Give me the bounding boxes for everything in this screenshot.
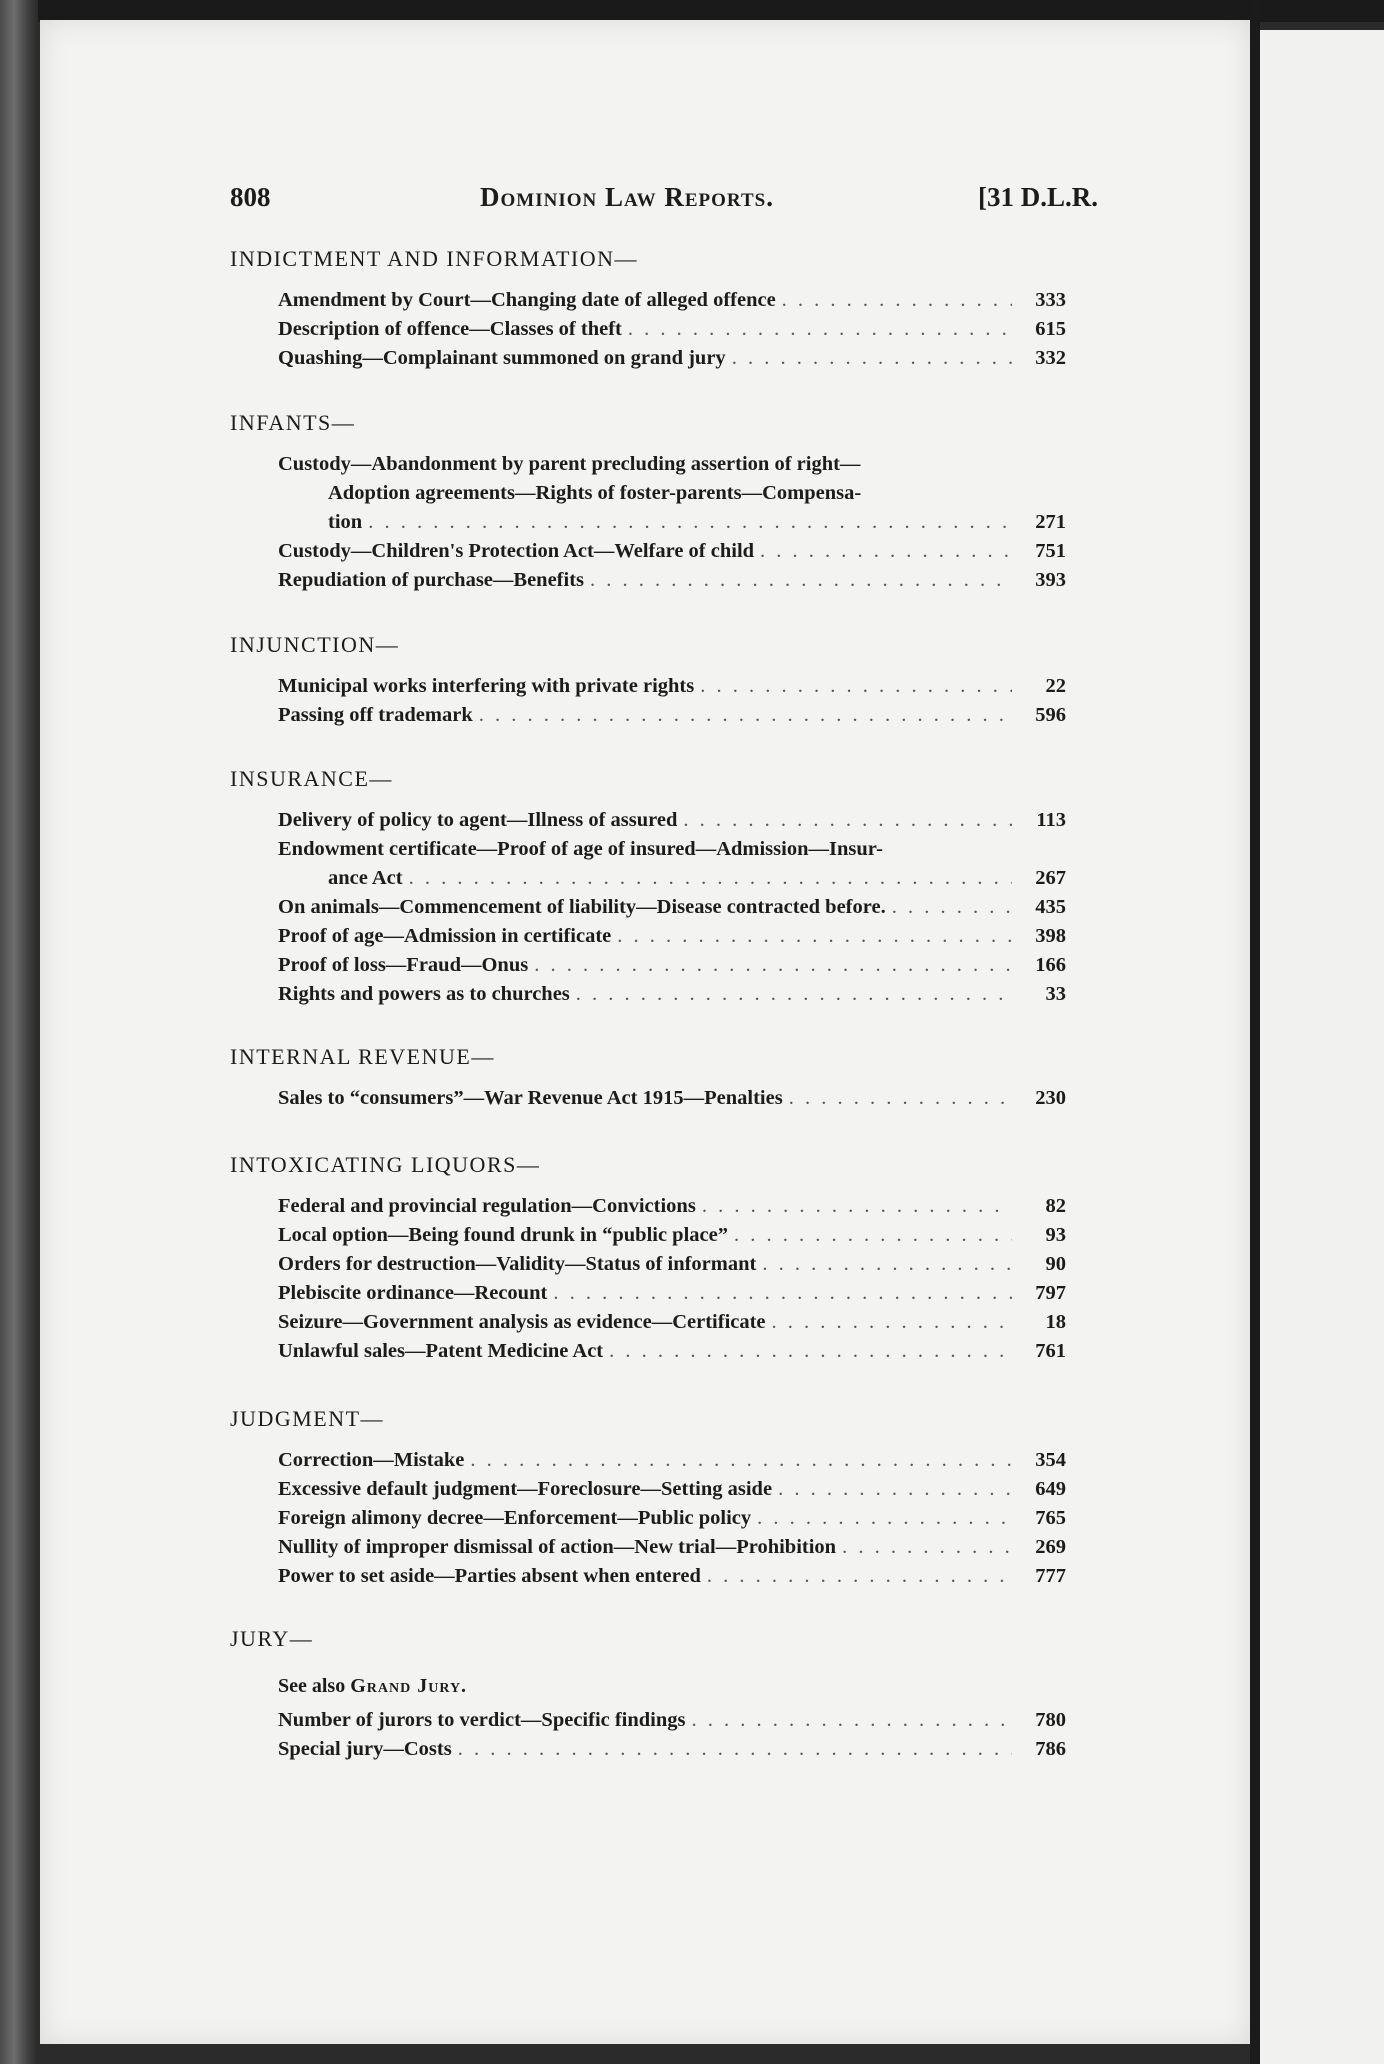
page-reference[interactable]: 113 [1036, 809, 1066, 831]
entry-text: Proof of loss—Fraud—Onus [278, 954, 529, 976]
section-spacer [170, 276, 1070, 286]
dot-leader [789, 1084, 1012, 1113]
page-number: 808 [230, 182, 271, 212]
section-spacer [170, 1656, 1070, 1666]
index-entry[interactable] [278, 806, 1066, 835]
entry-line [278, 479, 1066, 508]
index-entry[interactable] [278, 835, 1066, 893]
entry-text: Delivery of policy to agent—Illness of assured [278, 809, 678, 831]
page-reference[interactable]: 22 [1045, 675, 1066, 697]
section-heading: INTOXICATING LIQUORS— [230, 1152, 541, 1177]
entry-line [278, 835, 1066, 864]
dot-leader [700, 672, 1012, 701]
see-also-note [278, 1666, 1070, 1706]
section-heading: JUDGMENT— [230, 1406, 385, 1431]
page-reference[interactable]: 90 [1045, 1253, 1066, 1275]
entry-text: Amendment by Court—Changing date of alleged offence [278, 289, 776, 311]
page-gutter [1250, 0, 1260, 2064]
entry-line [278, 980, 1066, 1009]
index-entry[interactable] [278, 1250, 1066, 1279]
dot-leader [892, 893, 1012, 922]
index-entry[interactable] [278, 537, 1066, 566]
entry-line [278, 1475, 1066, 1504]
index-entry[interactable] [278, 1084, 1066, 1113]
entry-line [278, 1533, 1066, 1562]
entry-line [278, 1192, 1066, 1221]
entry-line [278, 1504, 1066, 1533]
entry-line [278, 701, 1066, 730]
entry-text: Description of offence—Classes of theft [278, 318, 622, 340]
entry-line [278, 893, 1066, 922]
page-reference[interactable]: 93 [1045, 1224, 1066, 1246]
section-heading: INFANTS— [230, 410, 356, 435]
index-entry[interactable] [278, 1279, 1066, 1308]
entry-text: Proof of age—Admission in certificate [278, 925, 612, 947]
entry-text: Unlawful sales—Patent Medicine Act [278, 1340, 604, 1362]
index-section [170, 762, 1070, 1009]
page-reference[interactable]: 435 [1035, 896, 1066, 918]
section-heading: INTERNAL REVENUE— [230, 1044, 495, 1069]
entry-text: Adoption agreements—Rights of foster-parents—Compensa- [328, 482, 862, 504]
dot-leader [842, 1533, 1012, 1562]
entry-line [278, 1337, 1066, 1366]
entry-line [278, 315, 1066, 344]
page-reference[interactable]: 780 [1035, 1709, 1066, 1731]
page-reference[interactable]: 786 [1035, 1738, 1066, 1760]
index-entry[interactable] [278, 1221, 1066, 1250]
page-reference[interactable]: 777 [1035, 1565, 1066, 1587]
entry-text: Passing off trademark [278, 704, 473, 726]
entry-text: Nullity of improper dismissal of action—New trial—Prohibition [278, 1536, 837, 1558]
section-heading: JURY— [230, 1626, 314, 1651]
entry-text: Local option—Being found drunk in “public place” [278, 1224, 728, 1246]
entry-line [278, 951, 1066, 980]
entry-line [278, 806, 1066, 835]
index-section [170, 1148, 1070, 1366]
index-entry[interactable] [278, 922, 1066, 951]
entry-text: ance Act [328, 867, 403, 889]
dot-leader [409, 864, 1012, 893]
entry-text: Rights and powers as to churches [278, 983, 570, 1005]
page-reference[interactable]: 333 [1035, 289, 1066, 311]
entry-text: Correction—Mistake [278, 1449, 465, 1471]
index-entry[interactable] [278, 701, 1066, 730]
index-entry[interactable] [278, 672, 1066, 701]
dot-leader [760, 537, 1012, 566]
section-heading: INSURANCE— [230, 766, 393, 791]
see-also-reference[interactable]: Grand Jury. [350, 1675, 468, 1697]
entry-text: Excessive default judgment—Foreclosure—Setting aside [278, 1478, 773, 1500]
page-reference[interactable]: 765 [1035, 1507, 1066, 1529]
entry-text: tion [328, 511, 363, 533]
index-entry[interactable] [278, 980, 1066, 1009]
scan-border-left [0, 0, 38, 2064]
dot-leader [609, 1337, 1012, 1366]
page-reference[interactable]: 615 [1035, 318, 1066, 340]
index-entry[interactable] [278, 1337, 1066, 1366]
dot-leader [732, 344, 1012, 373]
dot-leader [617, 922, 1012, 951]
dot-leader [778, 1475, 1012, 1504]
dot-leader [692, 1706, 1012, 1735]
page-reference[interactable]: 649 [1035, 1478, 1066, 1500]
page-reference[interactable]: 354 [1035, 1449, 1066, 1471]
entry-line [278, 508, 1066, 537]
page-reference[interactable]: 18 [1045, 1311, 1066, 1333]
index-entry[interactable] [278, 1192, 1066, 1221]
section-heading: INDICTMENT AND INFORMATION— [230, 246, 638, 271]
page-reference[interactable]: 797 [1035, 1282, 1066, 1304]
running-header [170, 182, 1098, 222]
entry-text: Sales to “consumers”—War Revenue Act 1915—Penalties [278, 1087, 783, 1109]
section-heading: INJUNCTION— [230, 632, 400, 657]
index-entry[interactable] [278, 1735, 1066, 1764]
index-entry[interactable] [278, 1706, 1066, 1735]
entry-line [278, 1221, 1066, 1250]
entry-line [278, 344, 1066, 373]
entry-text: Seizure—Government analysis as evidence—Certificate [278, 1311, 766, 1333]
dot-leader [782, 286, 1012, 315]
entry-line [278, 566, 1066, 595]
dot-leader [590, 566, 1012, 595]
facing-page-edge [1260, 30, 1384, 2064]
entry-line [278, 1279, 1066, 1308]
entry-text: Plebiscite ordinance—Recount [278, 1282, 548, 1304]
index-section [170, 406, 1070, 595]
entry-line [278, 864, 1066, 893]
dot-leader [576, 980, 1012, 1009]
page-reference[interactable]: 596 [1035, 704, 1066, 726]
entry-text: Endowment certificate—Proof of age of insured—Admission—Insur- [278, 838, 883, 860]
entry-line [278, 450, 1066, 479]
entry-line [278, 922, 1066, 951]
running-title: Dominion Law Reports. [480, 182, 774, 212]
section-spacer [170, 796, 1070, 806]
index-entry[interactable] [278, 1533, 1066, 1562]
entry-line [278, 286, 1066, 315]
index-entry[interactable] [278, 566, 1066, 595]
entry-text: Power to set aside—Parties absent when entered [278, 1565, 701, 1587]
entry-line [278, 1084, 1066, 1113]
index-entry[interactable] [278, 951, 1066, 980]
index-entry[interactable] [278, 344, 1066, 373]
section-spacer [170, 1182, 1070, 1192]
volume-label: [31 D.L.R. [978, 182, 1098, 212]
index-entry[interactable] [278, 286, 1066, 315]
dot-leader [683, 806, 1012, 835]
dot-leader [368, 508, 1012, 537]
dot-leader [772, 1308, 1012, 1337]
page-reference[interactable]: 230 [1035, 1087, 1066, 1109]
entry-line [278, 1308, 1066, 1337]
page-reference[interactable]: 33 [1045, 983, 1066, 1005]
index-entry[interactable] [278, 1475, 1066, 1504]
entry-text: On animals—Commencement of liability—Disease contracted before. [278, 896, 886, 918]
entry-text: Custody—Children's Protection Act—Welfare of child [278, 540, 755, 562]
page-reference[interactable]: 751 [1035, 540, 1066, 562]
dot-leader [762, 1250, 1012, 1279]
index-entry[interactable] [278, 315, 1066, 344]
entry-line [278, 672, 1066, 701]
index-section [170, 242, 1070, 373]
entry-text: Federal and provincial regulation—Convictions [278, 1195, 696, 1217]
entry-line [278, 1446, 1066, 1475]
dot-leader [757, 1504, 1012, 1533]
page-reference[interactable]: 269 [1035, 1536, 1066, 1558]
entry-line [278, 1735, 1066, 1764]
dot-leader [734, 1221, 1012, 1250]
page-reference[interactable]: 166 [1035, 954, 1066, 976]
page-reference[interactable]: 393 [1035, 569, 1066, 591]
entry-text: Repudiation of purchase—Benefits [278, 569, 585, 591]
entry-text: Special jury—Costs [278, 1738, 452, 1760]
index-entry[interactable] [278, 1446, 1066, 1475]
entry-text: Foreign alimony decree—Enforcement—Public policy [278, 1507, 752, 1529]
index-entry[interactable] [278, 1562, 1066, 1591]
dot-leader [553, 1279, 1012, 1308]
entry-line [278, 1562, 1066, 1591]
dot-leader [458, 1735, 1012, 1764]
dot-leader [628, 315, 1012, 344]
entry-line [278, 537, 1066, 566]
scan-border-top [0, 0, 1384, 22]
entry-text: Municipal works interfering with private rights [278, 675, 695, 697]
see-also-prefix: See also [278, 1675, 346, 1697]
dot-leader [702, 1192, 1012, 1221]
index-entry[interactable] [278, 450, 1066, 537]
index-section [170, 1040, 1070, 1113]
dot-leader [707, 1562, 1012, 1591]
section-spacer [170, 1074, 1070, 1084]
section-spacer [170, 662, 1070, 672]
entry-text: Number of jurors to verdict—Specific findings [278, 1709, 686, 1731]
index-section [170, 628, 1070, 730]
dot-leader [534, 951, 1012, 980]
page-reference[interactable]: 332 [1035, 347, 1066, 369]
entry-line [278, 1250, 1066, 1279]
page-reference[interactable]: 761 [1035, 1340, 1066, 1362]
index-section [170, 1402, 1070, 1591]
index-entry[interactable] [278, 1308, 1066, 1337]
dot-leader [470, 1446, 1012, 1475]
entry-text: Orders for destruction—Validity—Status of informant [278, 1253, 757, 1275]
index-entry[interactable] [278, 1504, 1066, 1533]
page-reference[interactable]: 271 [1035, 511, 1066, 533]
entry-line [278, 1706, 1066, 1735]
dot-leader [479, 701, 1012, 730]
index-entry[interactable] [278, 893, 1066, 922]
section-spacer [170, 1436, 1070, 1446]
page-reference[interactable]: 82 [1045, 1195, 1066, 1217]
page-reference[interactable]: 398 [1035, 925, 1066, 947]
entry-text: Custody—Abandonment by parent precluding assertion of right— [278, 453, 861, 475]
page-reference[interactable]: 267 [1035, 867, 1066, 889]
index-section [170, 1622, 1070, 1764]
entry-text: Quashing—Complainant summoned on grand jury [278, 347, 726, 369]
section-spacer [170, 440, 1070, 450]
